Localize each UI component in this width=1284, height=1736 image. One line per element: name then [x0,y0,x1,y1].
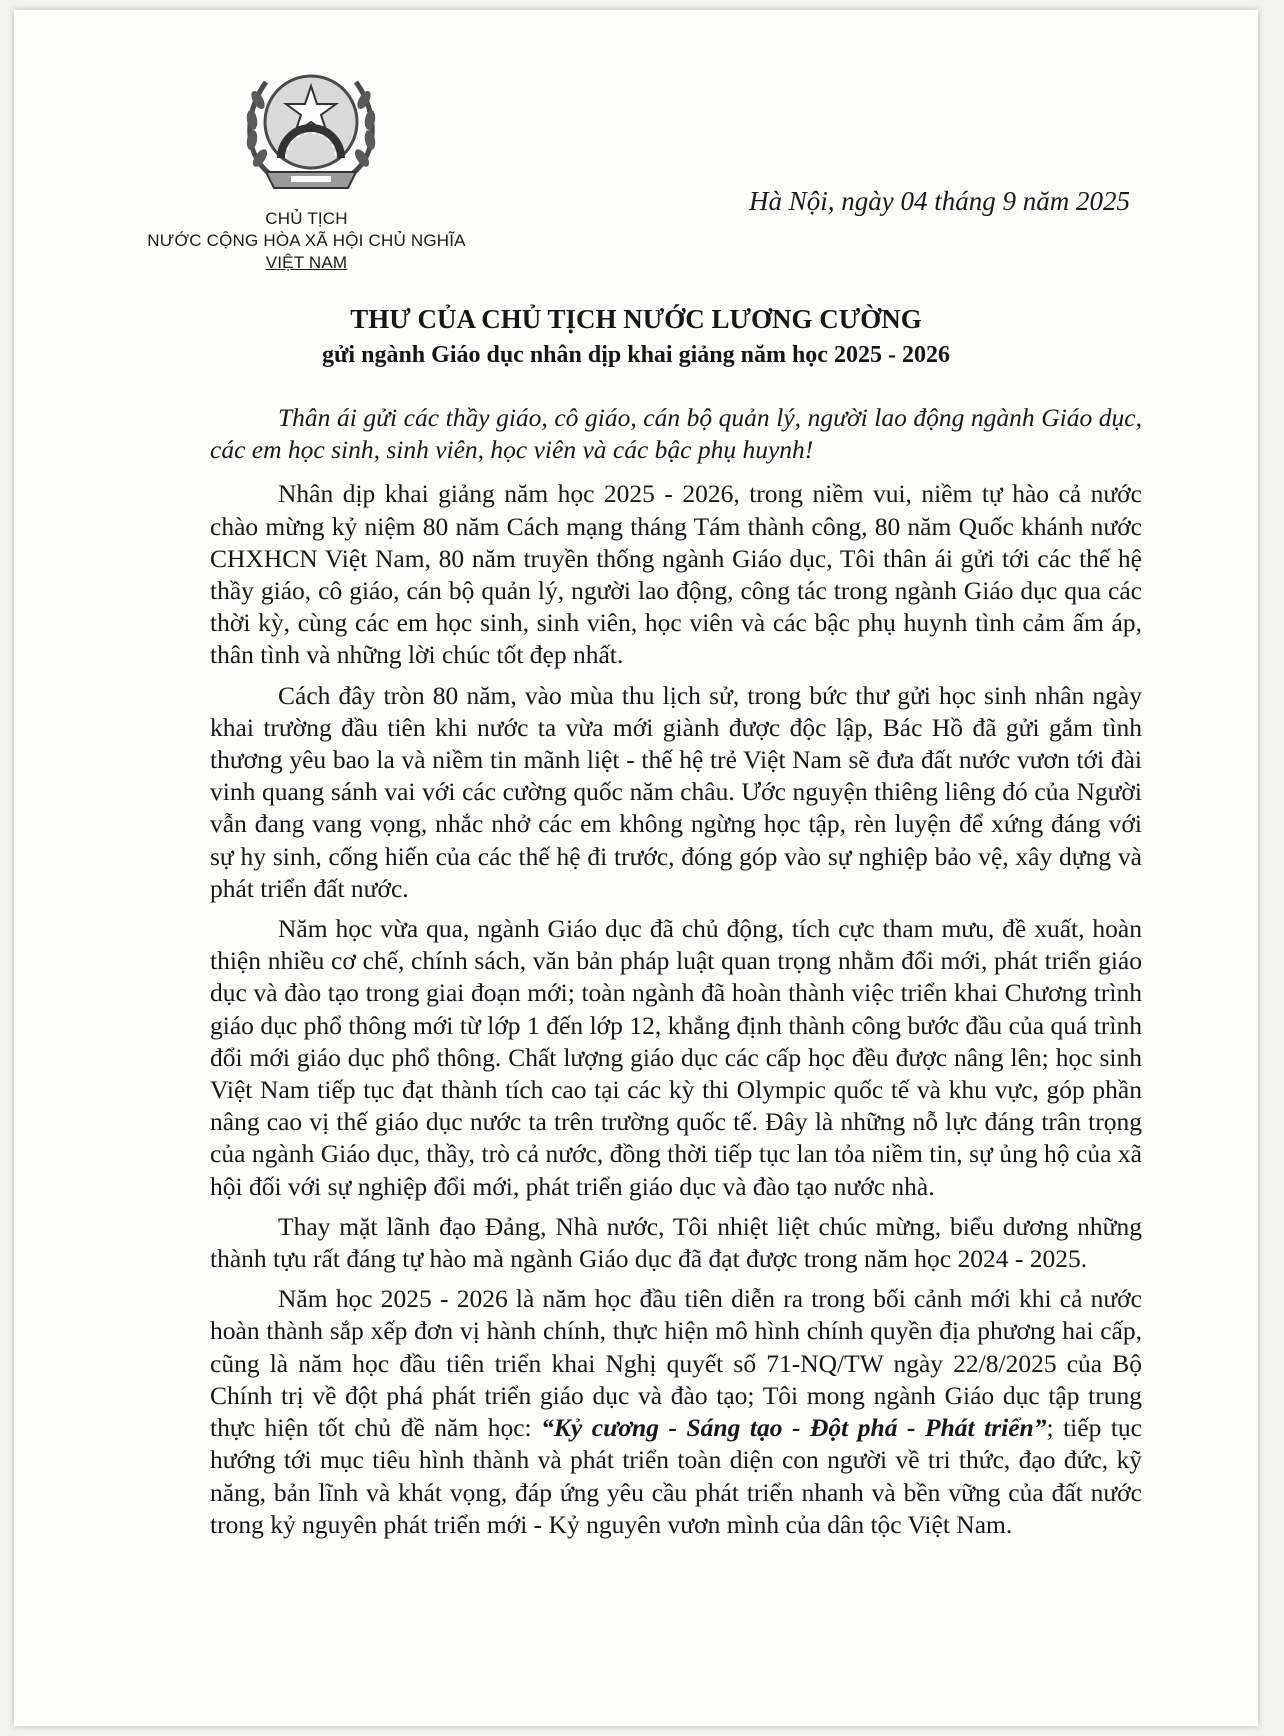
national-emblem-icon [236,60,386,205]
issuer-block [124,208,489,274]
letter-subtitle: gửi ngành Giáo dục nhân dịp khai giảng năm học 2025 - 2026 [322,342,950,368]
paragraph-4: Thay mặt lãnh đạo Đảng, Nhà nước, Tôi nhiệt liệt chúc mừng, biểu dương những thành tựu rất đáng tự hào mà ngành Giáo dục đã đạt được trong năm học 2024 - 2025. [210,1211,1142,1274]
letter-body [210,402,1142,1549]
issuer-title: CHỦ TỊCH [265,209,348,228]
school-year-motto: “Kỷ cương - Sáng tạo - Đột phá - Phát triển” [541,1413,1047,1443]
paragraph-5-after: ; tiếp tục hướng tới mục tiêu hình thành và phát triển toàn diện con người về tri thức, đạo đức, kỹ năng, bản lĩnh và khát vọng, đáp ứng yêu cầu phát triển nhanh và bền vững của đất nước trong kỷ nguyên phát triển mới - Kỷ nguyên vươn mình của dân tộc Việt Nam. [210,1413,1142,1539]
paragraph-5-before: Năm học 2025 - 2026 là năm học đầu tiên diễn ra trong bối cảnh mới khi cả nước hoàn thành sắp xếp đơn vị hành chính, thực hiện mô hình chính quyền địa phương hai cấp, cũng là năm học đầu tiên triển khai Nghị quyết số 71-NQ/TW ngày 22/8/2025 của Bộ Chính trị về đột phá phát triển giáo dục và đào tạo; Tôi mong ngành Giáo dục tập trung thực hiện tốt chủ đề năm học: [210,1284,1142,1443]
paragraph-1: Nhân dịp khai giảng năm học 2025 - 2026, trong niềm vui, niềm tự hào cả nước chào mừng kỷ niệm 80 năm Cách mạng tháng Tám thành công, 80 năm Quốc khánh nước CHXHCN Việt Nam, 80 năm truyền thống ngành Giáo dục, Tôi thân ái gửi tới các thế hệ thầy giáo, cô giáo, cán bộ quản lý, người lao động, công tác trong ngành Giáo dục qua các thời kỳ, cùng các em học sinh, sinh viên, học viên và các bậc phụ huynh tình cảm ấm áp, thân tình và những lời chúc tốt đẹp nhất. [210,479,1142,670]
place-date: Hà Nội, ngày 04 tháng 9 năm 2025 [749,186,1130,216]
greeting: Thân ái gửi các thầy giáo, cô giáo, cán bộ quản lý, người lao động ngành Giáo dục, các em học sinh, sinh viên, học viên và các bậc phụ huynh! [210,403,1142,465]
letter-title: THƯ CỦA CHỦ TỊCH NƯỚC LƯƠNG CƯỜNG [350,304,922,334]
issuer-country-line: NƯỚC CỘNG HÒA XÃ HỘI CHỦ NGHĨA [147,231,466,250]
paragraph-2: Cách đây tròn 80 năm, vào mùa thu lịch sử, trong bức thư gửi học sinh nhân ngày khai trường đầu tiên khi nước ta vừa mới giành được độc lập, Bác Hồ đã gửi gắm tình thương yêu bao la và niềm tin mãnh liệt - thế hệ trẻ Việt Nam sẽ đưa đất nước vươn tới đài vinh quang sánh vai với các cường quốc năm châu. Ước nguyện thiêng liêng đó của Người vẫn đang vang vọng, nhắc nhở các em không ngừng học tập, rèn luyện để xứng đáng với sự hy sinh, cống hiến của các thế hệ đi trước, đóng góp vào sự nghiệp bảo vệ, xây dựng và phát triển đất nước. [210,680,1142,903]
issuer-country-name: VIỆT NAM [265,253,348,272]
paragraph-3: Năm học vừa qua, ngành Giáo dục đã chủ động, tích cực tham mưu, đề xuất, hoàn thiện nhiều cơ chế, chính sách, văn bản pháp luật quan trọng nhằm đổi mới, phát triển giáo dục và đào tạo trong giai đoạn mới; toàn ngành đã hoàn thành việc triển khai Chương trình giáo dục phổ thông mới từ lớp 1 đến lớp 12, khẳng định thành công bước đầu của quá trình đổi mới giáo dục phổ thông. Chất lượng giáo dục các cấp học đều được nâng lên; học sinh Việt Nam tiếp tục đạt thành tích cao tại các kỳ thi Olympic quốc tế và khu vực, góp phần nâng cao vị thế giáo dục nước ta trên trường quốc tế. Đây là những nỗ lực đáng trân trọng của ngành Giáo dục, thầy, trò cả nước, đồng thời tiếp tục lan tỏa niềm tin, sự ủng hộ của xã hội đối với sự nghiệp đổi mới, phát triển giáo dục và đào tạo nước nhà. [210,914,1142,1201]
paragraph-5 [210,1283,1142,1541]
letter-page [14,10,1258,1726]
